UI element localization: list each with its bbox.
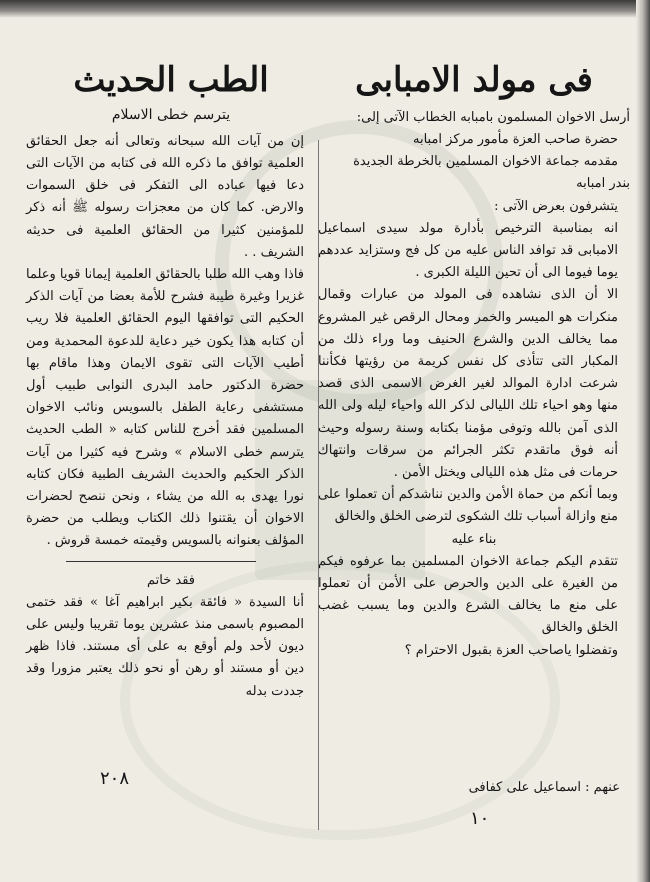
paragraph: وتفضلوا ياصاحب العزة بقبول الاحترام ؟: [404, 642, 618, 658]
binding-shadow-top: [0, 0, 650, 18]
article-title: فى مولد الامبابى: [355, 60, 593, 100]
paragraph: إن من آيات الله سبحانه وتعالى أنه جعل الحقائق العلمية توافق ما ذكره الله فى كتابه من الآيات التى دعا فيها عباده الى التفكر فى خلق السموات والارض. كما كان من معجزات رسوله ﷺ أنه ذكر للمؤمنين كثيرا من الحقائق العلمية فى حديثه الشريف . .: [26, 133, 304, 260]
article-subtitle: يترسم خطى الاسلام: [111, 106, 231, 123]
article-title: الطب الحديث: [73, 60, 269, 100]
paragraph: مقدمه جماعة الاخوان المسلمين بالخرطة الجديدة: [353, 154, 618, 170]
page-number-left: ٢٠٨: [100, 768, 130, 789]
paragraph: فاذا وهب الله طلبا بالحقائق العلمية إيمانا قويا وعلما غزيرا وغيرة طيبة فشرح للأمة بعضا من آيات الذكر الحكيم التى توافقها اليوم الحقائق العلمية فلا ريب أن كتابه هذا يكون خير دعاية للدعوة المحمدية ومن أطيب الآيات التى تقوى الايمان وهذا ماقام بها حضرة الدكتور حامد البدرى النوابى طبيب أول مستشفى رعاية الطفل بالسويس ونائب الاخوان المسلمين فقد أخرج للناس كتابه « الطب الحديث يترسم خطى الاسلام » وشرح فيه كثيرا من آيات الذكر الحكيم والحديث الشريف الطبية فكان كتابه نورا يهدى به الله من يشاء ، ونحن ننصح لحضرات الاخوان أن يقتنوا ذلك الكتاب ويطلب من حضرة المؤلف بعنوانه بالسويس وقيمته خمسة قروش .: [25, 267, 304, 549]
paragraph: وبما أنكم من حماة الأمن والدين نناشدكم أن تعملوا على منع وازالة أسباب تلك الشكوى لترضى الخلق والخالق: [318, 487, 618, 525]
section-heading: بناء عليه: [451, 531, 497, 547]
paragraph: حضرة صاحب العزة مأمور مركز امبابه: [412, 132, 618, 147]
notice-text: أنا السيدة « فائقة بكير ابراهيم آغا » فقد ختمى المصبوم باسمى منذ عشرين يوما تقريبا وليس على ديون لأحد ولم أوقع به على أى مستند. فاذا ظهر دين أو مستند أو رهن أو نحو ذلك يعتبر مزورا وقد جددت بدله: [26, 594, 304, 699]
paragraph: يتشرفون بعرض الآتى :: [494, 198, 618, 214]
notice-heading: فقد خاتم: [146, 572, 195, 588]
page-number-right: ١٠: [470, 808, 490, 829]
paragraph: تتقدم اليكم جماعة الاخوان المسلمين بما عرفوه فيكم من الغيرة على الدين والحرص على الأمن أن تعملوا على منع ما يخالف الشرع والدين وما يسبب غضب الخلق والخالق: [318, 553, 618, 636]
paragraph: أرسل الاخوان المسلمون بامبابه الخطاب الآتى إلى:: [356, 109, 630, 125]
binding-shadow-right: [636, 0, 650, 882]
signature-line: عنهم : اسماعيل على كفافى: [468, 780, 620, 795]
article-mawlid: [318, 60, 630, 662]
section-separator: [66, 561, 256, 562]
article-modern-medicine: [26, 60, 316, 703]
paragraph: انه بمناسبة الترخيص بأدارة مولد سيدى اسماعيل الامبابى قد توافد الناس عليه من كل فج وستزايد عددهم يوما فيوما الى أن تحين الليلة الكبرى .: [318, 220, 618, 281]
paragraph: الا أن الذى نشاهده فى المولد من عبارات وقمال منكرات هو الميسر والخمر ومحال الرقص غير المشروع مما يخالف الدين والشرع الحنيف وما وراء ذلك من المكبار التى تتأذى كل نفس كريمة من رؤيتها فكأننا شرعت ادارة الموالد لغير الغرض الاسمى الذى قصد منها وهو احياء تلك الليالى لذكر الله واحياء ليله ولى الله الذى آمن بالله وتوفى مؤمنا بكتابه وسنة رسوله وحيث أنه فوق ماتقدم تكثر الجرائم من سرقات وانتهاك حرمات فى مثل هذه الليالى ويختل الأمن .: [318, 287, 618, 481]
paragraph: بندر امبابه: [576, 176, 630, 192]
